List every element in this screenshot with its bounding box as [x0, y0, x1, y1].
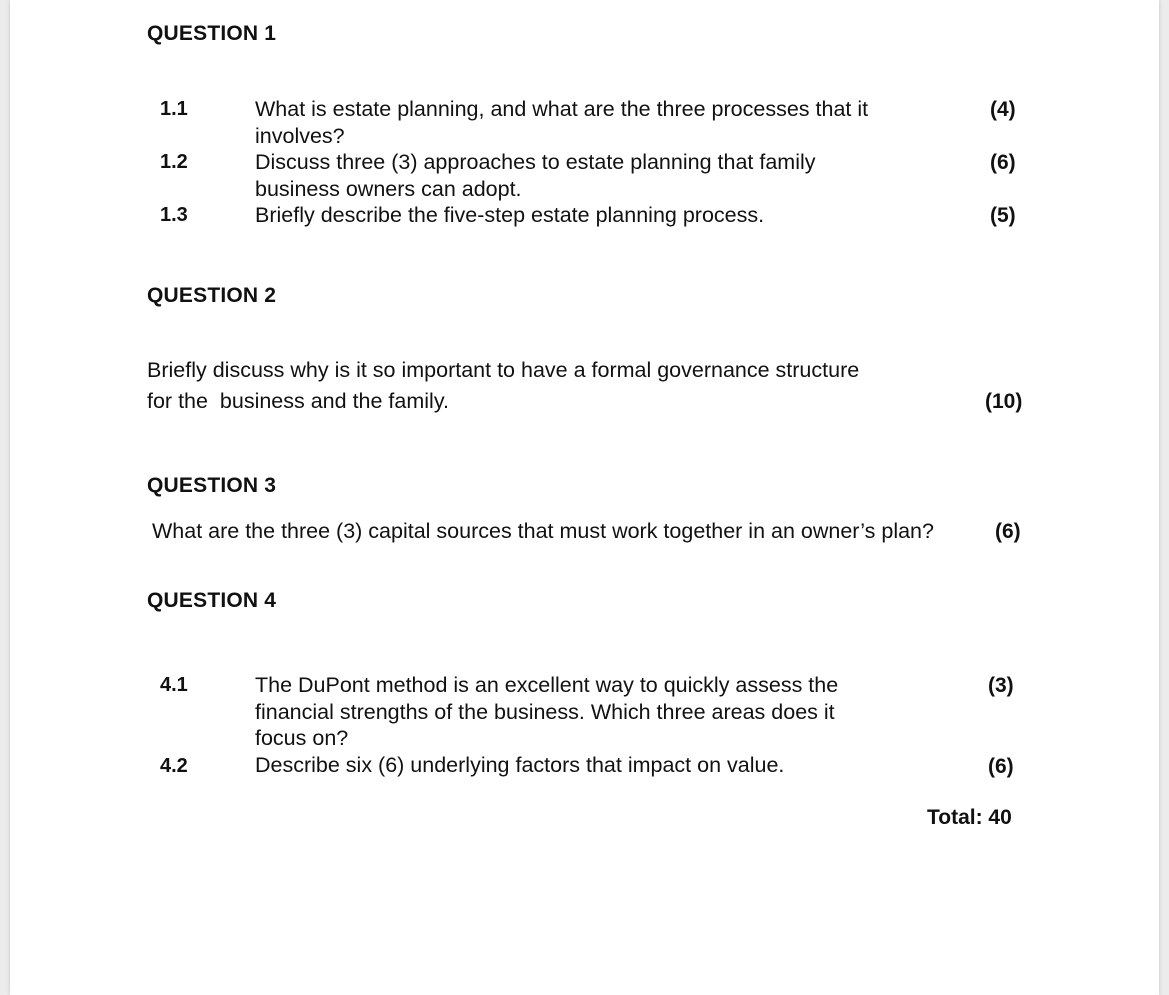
question-3-heading: QUESTION 3: [147, 474, 277, 497]
question-4-1-line3: focus on?: [255, 726, 349, 750]
question-1-1-number: 1.1: [160, 98, 188, 120]
question-1-2-marks: (6): [990, 151, 1016, 174]
question-1-3-text: [255, 202, 935, 229]
question-1-3-marks: (5): [990, 204, 1016, 227]
question-1-2-number: 1.2: [160, 151, 188, 173]
question-2-marks: (10): [985, 390, 1023, 413]
question-4-2-marks: (6): [988, 755, 1014, 778]
question-1-1-marks: (4): [990, 98, 1016, 121]
question-1-1-line2: involves?: [255, 123, 345, 148]
question-2-line2: for the business and the family.: [147, 389, 449, 413]
question-4-1-line2: financial strengths of the business. Which three areas does it: [255, 699, 835, 724]
question-4-1-line1: The DuPont method is an excellent way to quickly assess the: [255, 673, 839, 697]
exam-page: [10, 0, 1159, 995]
question-1-1-line1: What is estate planning, and what are the three processes that it: [255, 97, 869, 121]
question-4-heading: QUESTION 4: [147, 589, 277, 612]
question-3-text: What are the three (3) capital sources that must work together in an owner’s plan?: [152, 519, 934, 543]
question-1-3-number: 1.3: [160, 204, 188, 226]
question-1-1-text: [255, 96, 935, 149]
question-2-line1: Briefly discuss why is it so important to have a formal governance structure: [147, 358, 860, 382]
question-4-1-number: 4.1: [160, 674, 188, 696]
question-4-1-text: [255, 672, 935, 752]
question-4-2-text: [255, 752, 935, 779]
question-4-1-marks: (3): [988, 674, 1014, 697]
question-1-2-line2: business owners can adopt.: [255, 176, 522, 201]
question-1-2-line1: Discuss three (3) approaches to estate planning that family: [255, 150, 816, 174]
total-marks: Total: 40: [927, 806, 1012, 829]
question-2-heading: QUESTION 2: [147, 284, 277, 307]
question-1-3-line1: Briefly describe the five-step estate planning process.: [255, 203, 765, 227]
question-4-2-line1: Describe six (6) underlying factors that impact on value.: [255, 753, 785, 777]
question-2-text: [147, 355, 859, 417]
question-1-2-text: [255, 149, 935, 202]
question-4-2-number: 4.2: [160, 755, 188, 777]
question-1-heading: QUESTION 1: [147, 22, 277, 45]
question-3-marks: (6): [995, 520, 1021, 543]
